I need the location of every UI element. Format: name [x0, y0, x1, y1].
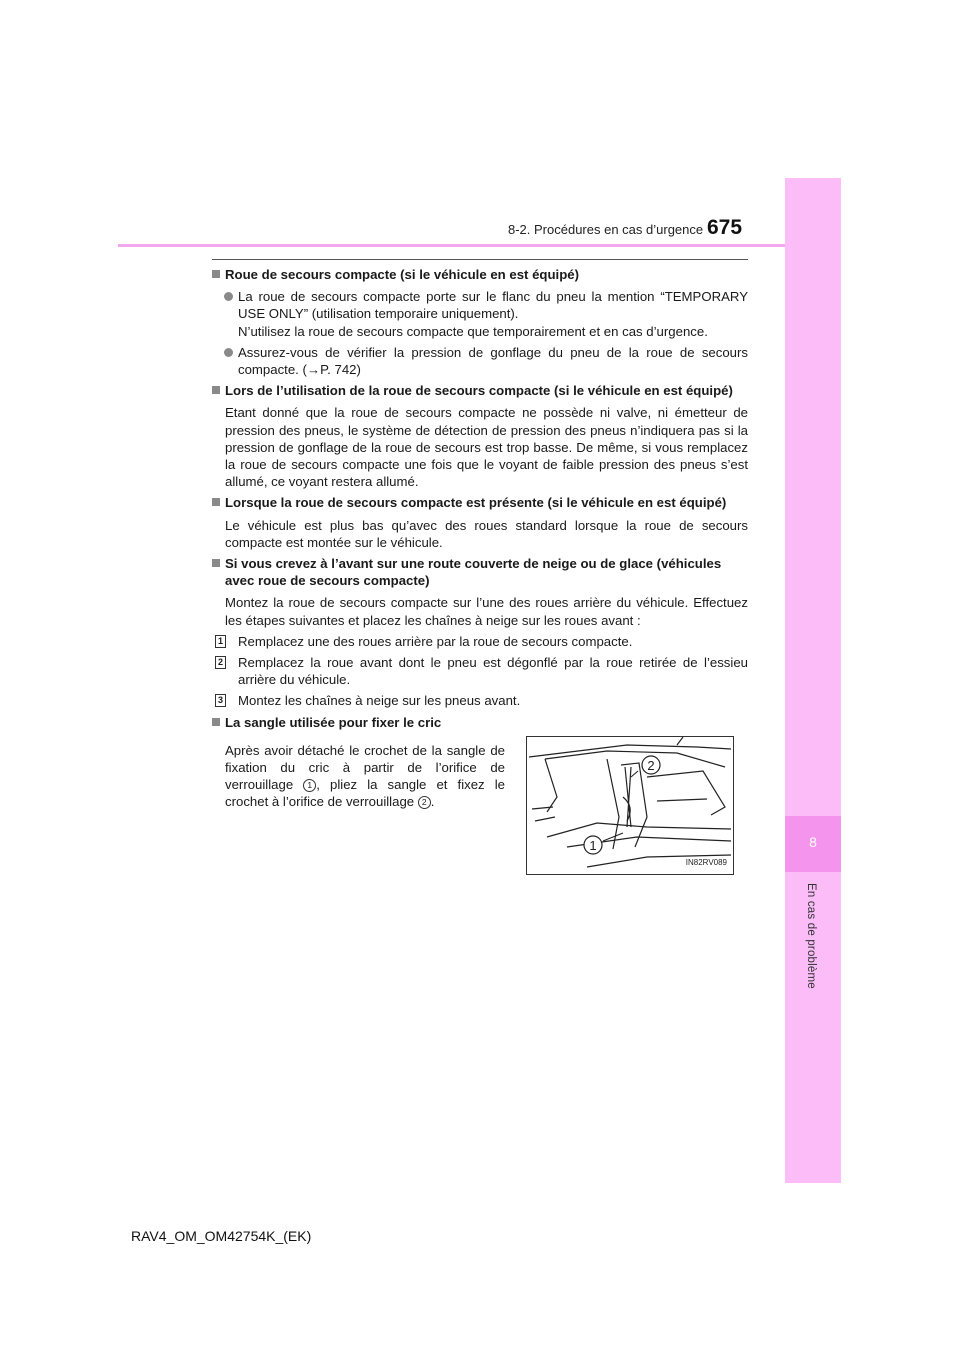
- callout-marker: 1: [303, 779, 316, 792]
- section-title: 8-2. Procédures en cas d’urgence: [508, 222, 704, 237]
- step-item: 2 Remplacez la roue avant dont le pneu est dégonflé par la roue retirée de l’essieu arrière du véhicule.: [212, 654, 748, 688]
- square-bullet-icon: [212, 559, 220, 567]
- square-bullet-icon: [212, 718, 220, 726]
- callout-marker: 2: [418, 796, 431, 809]
- footer-code: RAV4_OM_OM42754K_(EK): [131, 1228, 312, 1244]
- section-heading: Roue de secours compacte (si le véhicule en est équipé): [212, 266, 748, 283]
- round-bullet-icon: [224, 348, 233, 357]
- step-item: 1 Remplacez une des roues arrière par la roue de secours compacte.: [212, 633, 748, 650]
- side-tab-strip: [785, 178, 841, 1183]
- paragraph: Montez la roue de secours compacte sur l’une des roues arrière du véhicule. Effectuez les étapes suivantes et placez les chaînes à neige sur les roues avant :: [225, 595, 748, 628]
- square-bullet-icon: [212, 498, 220, 506]
- square-bullet-icon: [212, 270, 220, 278]
- bullet-item: La roue de secours compacte porte sur le flanc du pneu la mention “TEMPORARY USE ONLY” (utilisation temporaire uniquement). N’utilisez la roue de secours compacte que temporairement et en cas d’urgence.: [212, 288, 748, 340]
- paragraph: Etant donné que la roue de secours compacte ne possède ni valve, ni émetteur de pression des pneus, le système de détection de pression des pneus n’indiquera pas si la pression de gonflage de la roue de secours est trop basse. De même, si vous remplacez la roue de secours compacte une fois que le voyant de faible pression des pneus s’est allumé, ce voyant restera allumé.: [225, 405, 748, 490]
- bullet-item: Assurez-vous de vérifier la pression de gonflage du pneu de la roue de secours compacte. (→P. 742): [212, 344, 748, 378]
- section-heading: Lorsque la roue de secours compacte est présente (si le véhicule en est équipé): [212, 494, 748, 511]
- paragraph: Le véhicule est plus bas qu’avec des roues standard lorsque la roue de secours compacte est montée sur le véhicule.: [225, 517, 748, 550]
- step-number: 1: [215, 635, 226, 648]
- step-number: 3: [215, 694, 226, 707]
- step-item: 3 Montez les chaînes à neige sur les pneus avant.: [212, 692, 748, 709]
- section-heading: La sangle utilisée pour fixer le cric: [212, 714, 748, 731]
- section-heading: Si vous crevez à l’avant sur une route couverte de neige ou de glace (véhicules avec roue de secours compacte): [212, 555, 748, 589]
- jack-strap-illustration: [526, 736, 734, 875]
- figure-label: 2: [647, 757, 655, 773]
- chapter-number: 8: [809, 834, 817, 850]
- chapter-label: En cas de problème: [805, 883, 817, 989]
- step-number: 2: [215, 656, 226, 669]
- header-rule: [118, 244, 840, 247]
- round-bullet-icon: [224, 292, 233, 301]
- page-number: 675: [707, 216, 743, 239]
- figure-label: 1: [589, 837, 597, 853]
- section-heading: Lors de l’utilisation de la roue de secours compacte (si le véhicule en est équipé): [212, 382, 748, 399]
- figure-code: IN82RV089: [685, 857, 727, 867]
- square-bullet-icon: [212, 386, 220, 394]
- jack-strap-block: [212, 736, 748, 886]
- content-rule: [212, 259, 748, 260]
- main-content: [212, 266, 748, 886]
- paragraph: Après avoir détaché le crochet de la sangle de fixation du cric à partir de l’orifice de verrouillage 1 , pliez la sangle et fixez le crochet à l’orifice de verrouillage 2 .: [225, 742, 505, 810]
